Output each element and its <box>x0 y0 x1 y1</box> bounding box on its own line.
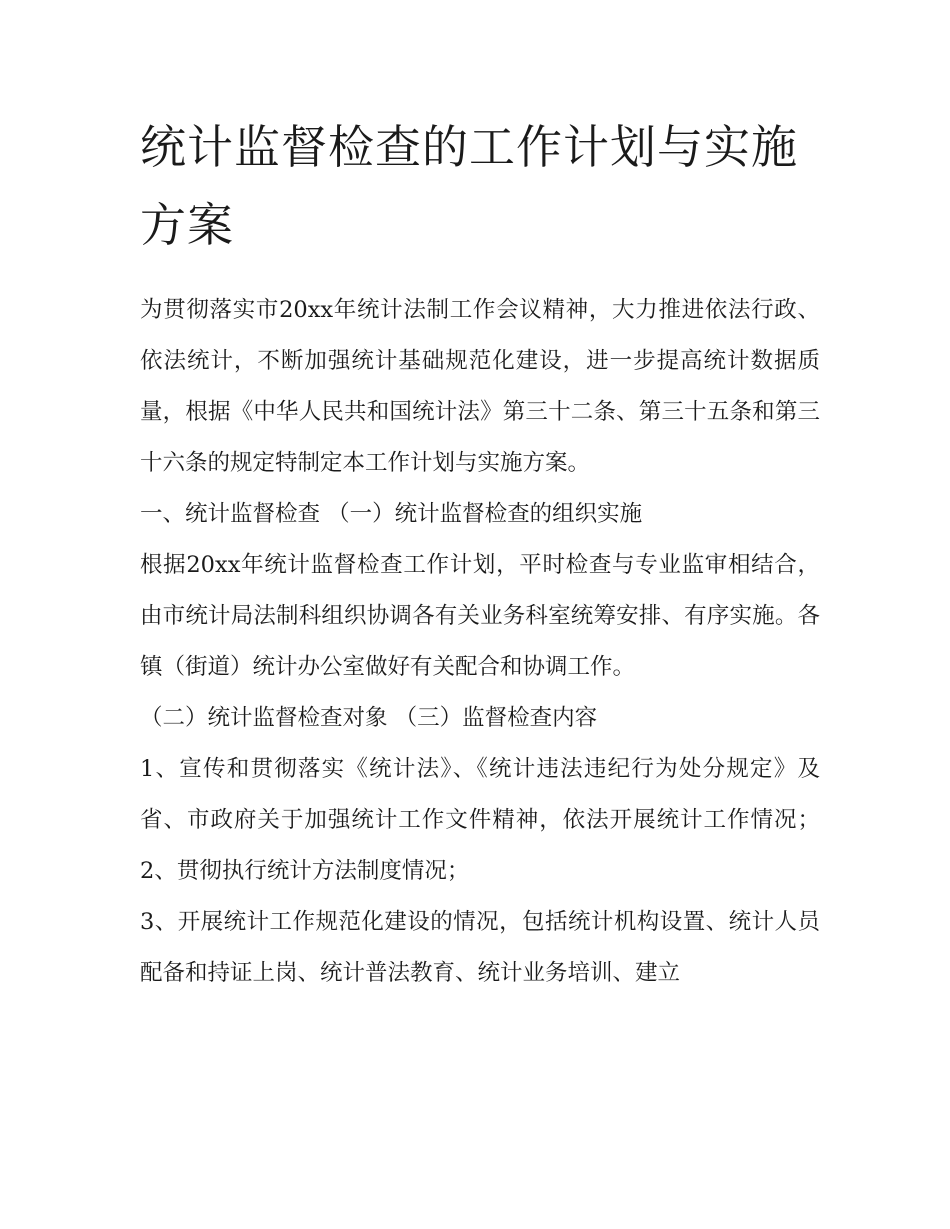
paragraph-item-1-2: 1、宣传和贯彻落实《统计法》、《统计违法违纪行为处分规定》及省、市政府关于加强统计工作文件精神，依法开展统计工作情况； 2、贯彻执行统计方法制度情况； <box>140 756 820 884</box>
title-spacer <box>140 264 820 285</box>
paragraph-organization: 根据20xx年统计监督检查工作计划，平时检查与专业监审相结合，由市统计局法制科组织协调各有关业务科室统筹安排、有序实施。各镇（街道）统计办公室做好有关配合和协调工作。 <box>140 552 820 680</box>
paragraph-item-3: 3、开展统计工作规范化建设的情况，包括统计机构设置、统计人员配备和持证上岗、统计普法教育、统计业务培训、建立 <box>140 909 820 986</box>
document-title: 统计监督检查的工作计划与实施方案 <box>140 120 798 252</box>
document-body <box>140 108 820 999</box>
paragraph-intro: 为贯彻落实市20xx年统计法制工作会议精神，大力推进依法行政、依法统计，不断加强统计基础规范化建设，进一步提高统计数据质量，根据《中华人民共和国统计法》第三十二条、第三十五条和第三十六条的规定特制定本工作计划与实施方案。 <box>140 297 820 476</box>
section-heading-1: 一、统计监督检查 （一）统计监督检查的组织实施 <box>140 501 643 527</box>
section-heading-2-3: （二）统计监督检查对象 （三）监督检查内容 <box>140 705 598 731</box>
